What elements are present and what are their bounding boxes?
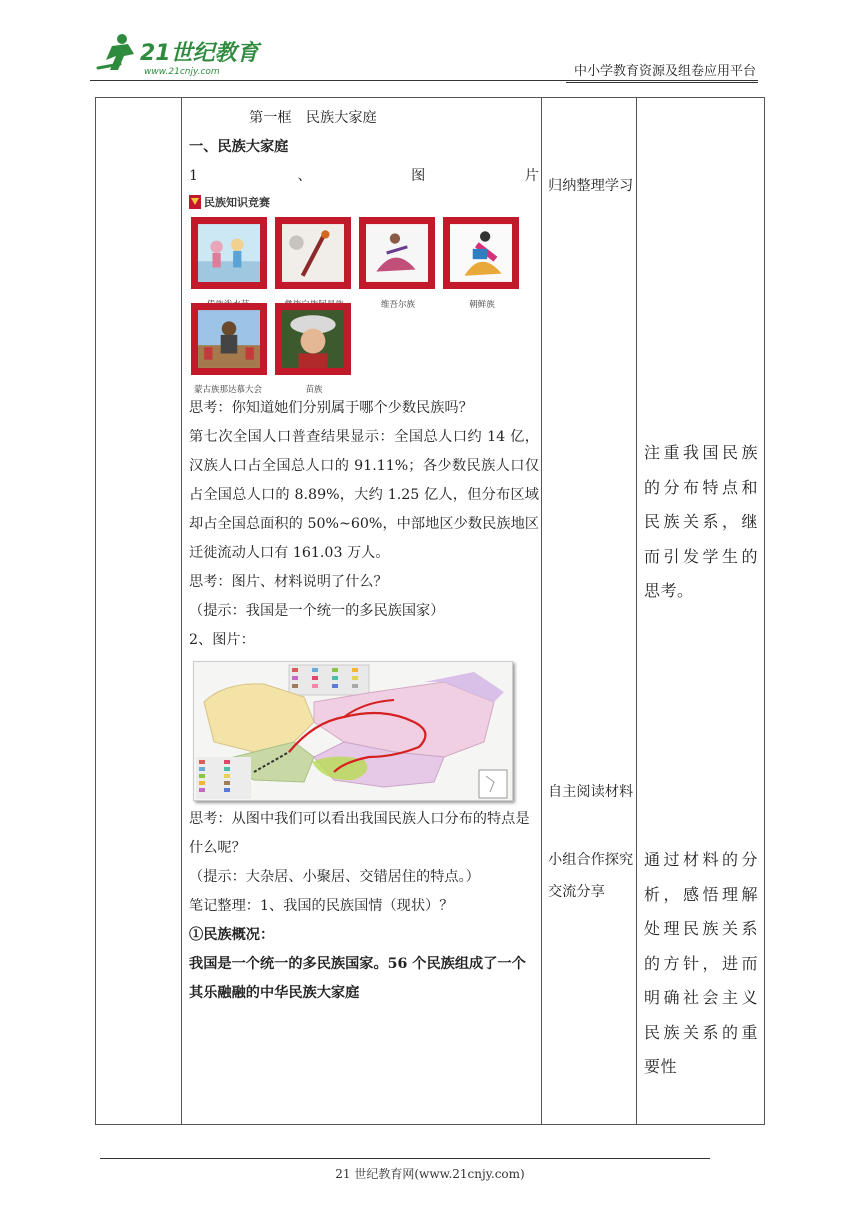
logo-text: 21世纪教育 [140,41,259,66]
stamp-photo [443,217,519,289]
stamp-photo [359,217,435,289]
ethnic-distribution-map [193,661,513,801]
column-divider [636,98,637,1124]
activity-reading: 自主阅读材料 [548,784,634,800]
footer-text: 21 世纪教育网(www.21cnjy.com) [335,1167,525,1181]
contest-title: 民族知识竞赛 [189,193,270,211]
intent-2: 通过材料的分析，感悟理解处理民族关系的方针，进而明确社会主义民族关系的重要性 [644,850,758,1076]
hint: （提示：大杂居、小聚居、交错居住的特点。） [189,869,480,885]
summary-text: 我国是一个统一的多民族国家。56 个民族组成了一个其乐融融的中华民族大家庭 [189,956,526,1001]
lesson-title: 第一框 民族大家庭 [249,110,377,126]
header-divider-secondary [566,82,758,83]
badge-icon [189,195,201,209]
caption: 维吾尔族 [380,300,415,310]
stamp-photo [191,217,267,289]
notes-heading: 笔记整理：1、我国的民族国情（现状）？ [189,898,454,914]
lesson-table [95,97,765,1125]
question: 思考：你知道她们分别属于哪个少数民族吗？ [189,400,473,416]
stamp-photo [275,303,351,375]
stamp-photo [191,303,267,375]
column-divider [541,98,542,1124]
section-heading: 一、民族大家庭 [189,139,289,155]
picture-label-1: 1 、 图 片 [189,168,539,184]
activity-group: 小组合作探究交流分享 [548,852,634,900]
logo-url: www.21cnjy.com [144,67,220,77]
content-column [189,104,539,1008]
footer-divider [100,1158,710,1159]
ethnic-contest-image [189,193,529,395]
picture-label-2: 2、图片： [189,632,255,648]
overview-heading: ①民族概况： [189,927,275,943]
site-logo [94,30,264,78]
question: 思考：从图中我们可以看出我国民族人口分布的特点是什么呢？ [189,811,530,856]
intent-1: 注重我国民族的分布特点和民族关系，继而引发学生的思考。 [644,443,758,600]
caption: 苗族 [305,385,323,395]
question: 思考：图片、材料说明了什么？ [189,574,388,590]
activity-induction: 归纳整理学习 [548,178,634,194]
header-divider [90,80,758,81]
census-text: 第七次全国人口普查结果显示：全国总人口约 14 亿，汉族人口占全国总人口的 91.11%；各少数民族人口仅占全国总人口的 8.89%，大约 1.25 亿人，但分布区域却占全国总面积的 50%~60%，中部地区少数民族地区迁徙流动人口有 161.03 万人。 [189,429,539,561]
platform-name: 中小学教育资源及组卷应用平台 [573,64,756,79]
column-divider [181,98,182,1124]
caption: 蒙古族那达慕大会 [193,385,262,395]
hint: （提示：我国是一个统一的多民族国家） [189,603,445,619]
caption: 朝鲜族 [469,300,495,310]
stamp-photo [275,217,351,289]
